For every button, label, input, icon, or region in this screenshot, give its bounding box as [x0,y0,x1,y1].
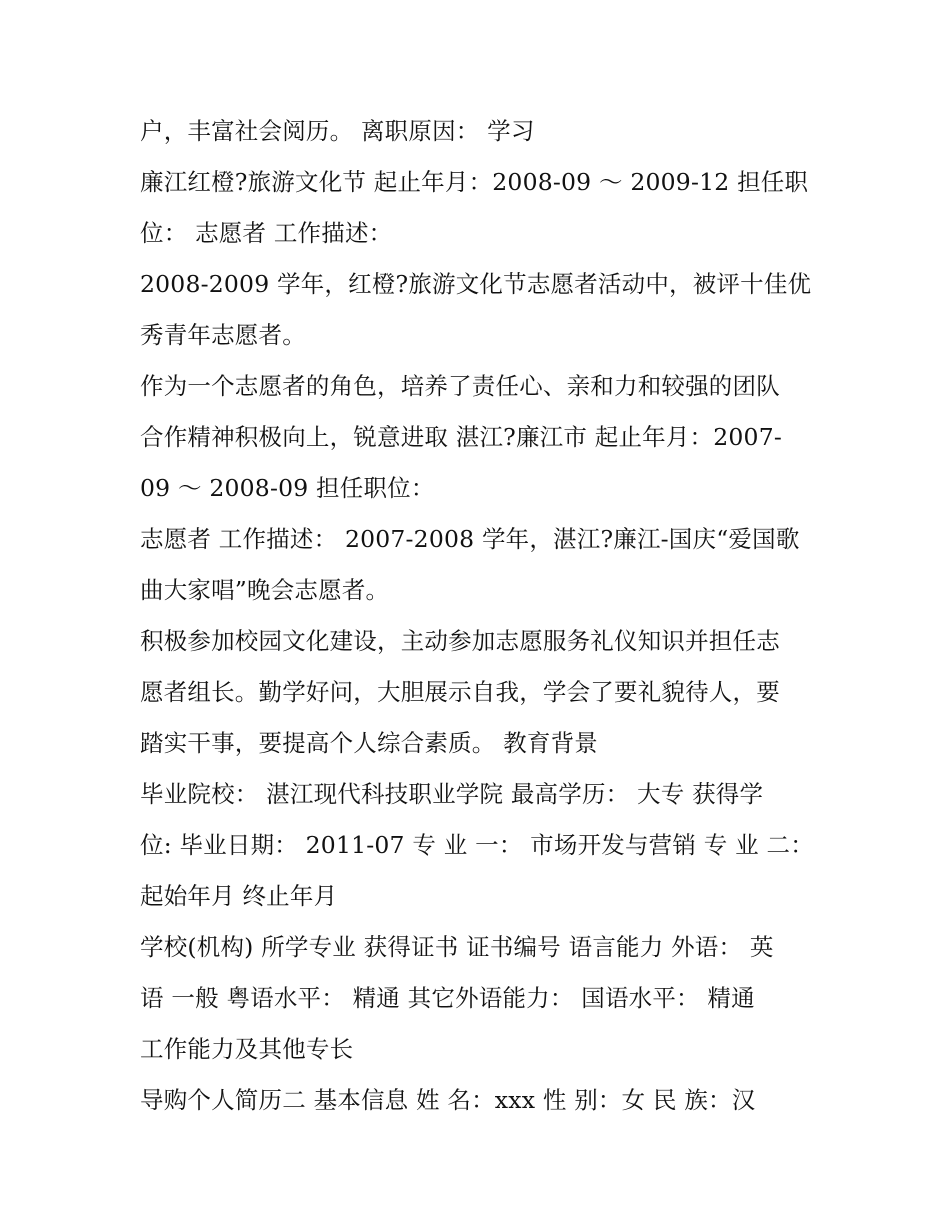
text-line-11: 积极参加校园文化建设，主动参加志愿服务礼仪知识并担任志 [140,627,780,655]
text-line-8: 09 ～ 2008-09 担任职位： [140,474,435,502]
text-line-13: 踏实干事，要提高个人综合素质。 教育背景 [140,729,598,757]
text-line-3: 位： 志愿者 工作描述： [140,219,393,247]
text-line-10: 曲大家唱”晚会志愿者。 [140,576,390,604]
text-line-7: 合作精神积极向上，锐意进取 湛江?廉江市 起止年月：2007- [140,423,782,451]
text-line-2: 廉江红橙?旅游文化节 起止年月：2008-09 ～ 2009-12 担任职 [140,168,809,196]
text-line-20: 导购个人简历二 基本信息 姓 名：xxx 性 别：女 民 族：汉 [140,1086,756,1114]
text-line-9: 志愿者 工作描述： 2007-2008 学年，湛江?廉江-国庆“爱国歌 [140,525,800,553]
text-line-14: 毕业院校： 湛江现代科技职业学院 最高学历： 大专 获得学 [140,780,764,808]
text-line-16: 起始年月 终止年月 [140,882,338,910]
text-line-19: 工作能力及其他专长 [140,1035,354,1063]
text-line-6: 作为一个志愿者的角色，培养了责任心、亲和力和较强的团队 [140,372,780,400]
text-line-18: 语 一般 粤语水平： 精通 其它外语能力： 国语水平： 精通 [140,984,755,1012]
text-line-15: 位: 毕业日期： 2011-07 专 业 一： 市场开发与营销 专 业 二： [140,831,814,859]
text-line-4: 2008-2009 学年，红橙?旅游文化节志愿者活动中，被评十佳优 [140,270,812,298]
resume-text-block [140,106,830,1126]
text-line-5: 秀青年志愿者。 [140,321,306,349]
text-line-17: 学校(机构) 所学专业 获得证书 证书编号 语言能力 外语： 英 [140,933,774,961]
text-line-1: 户，丰富社会阅历。 离职原因： 学习 [140,117,535,145]
text-line-12: 愿者组长。勤学好问，大胆展示自我，学会了要礼貌待人，要 [140,678,780,706]
